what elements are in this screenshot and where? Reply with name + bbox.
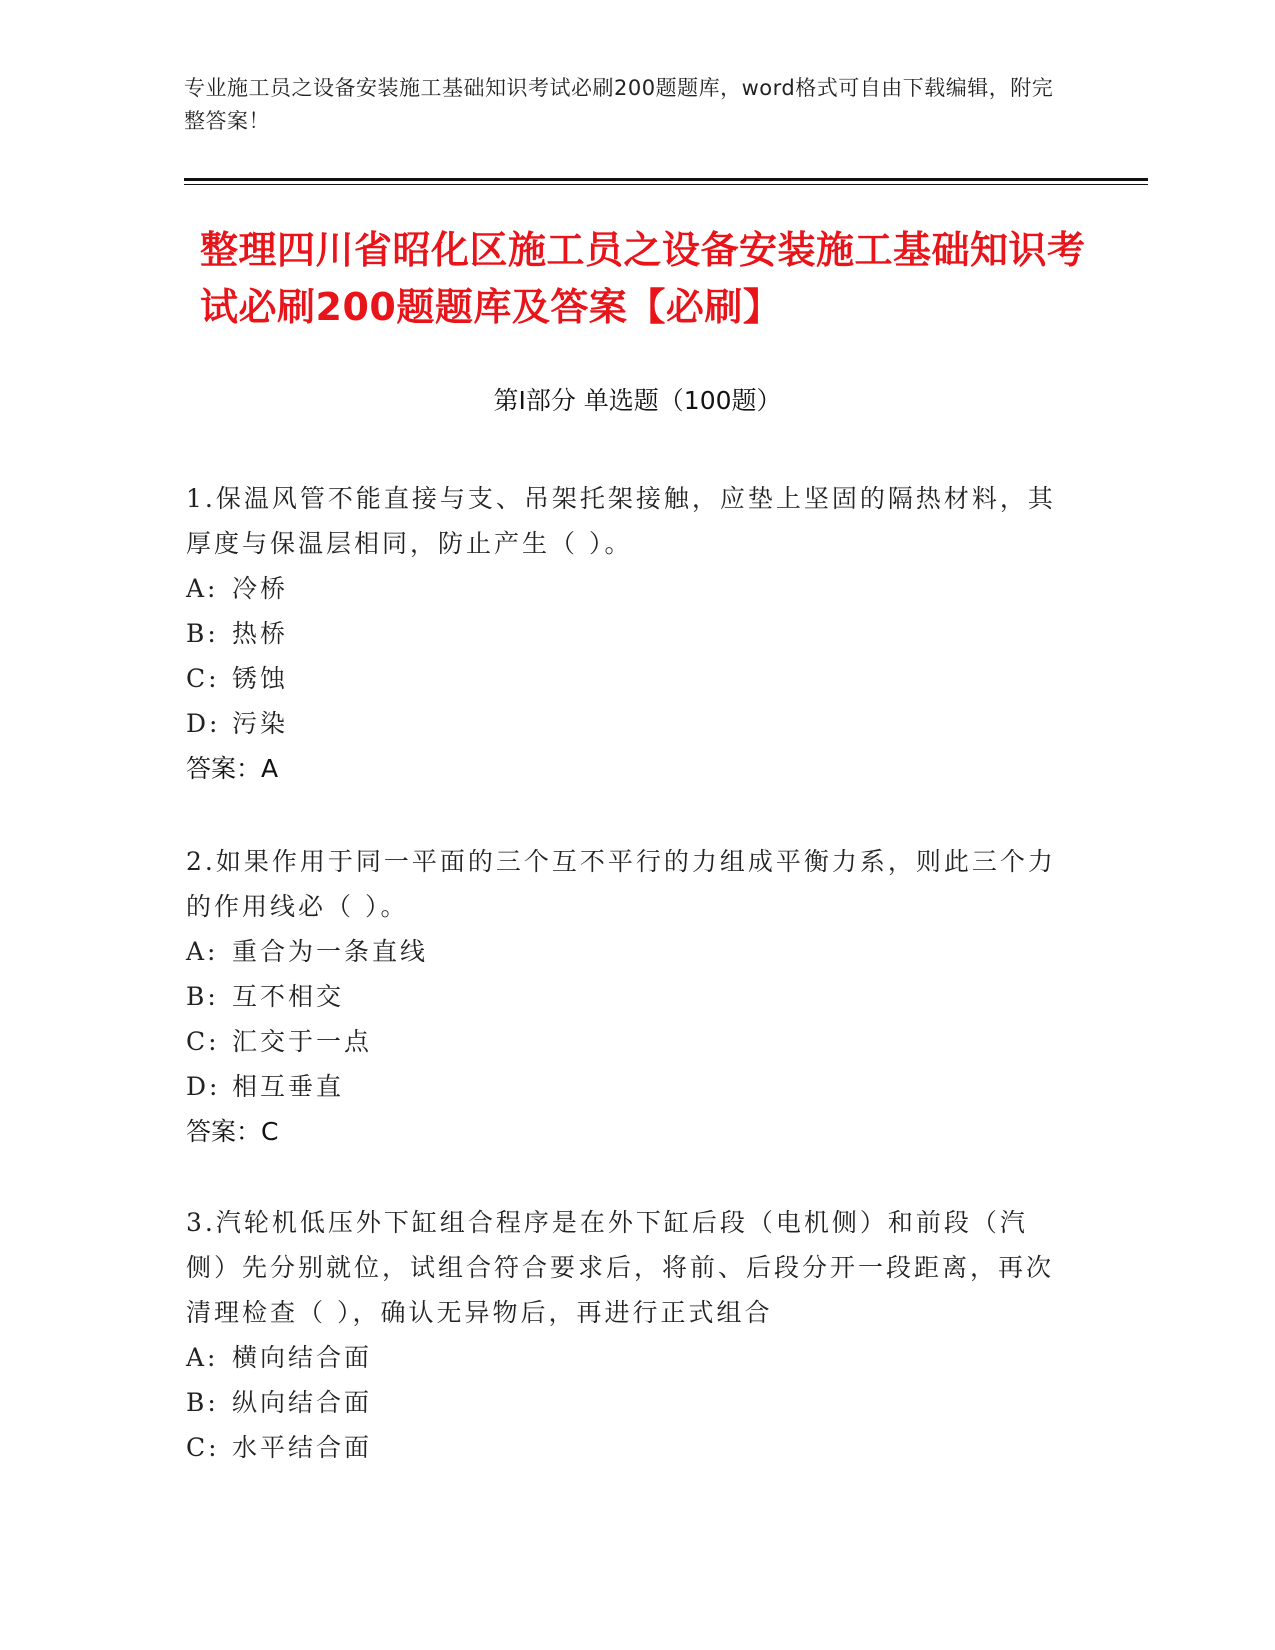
option-text: 重合为一条直线 (232, 937, 429, 966)
header-note: 专业施工员之设备安装施工基础知识考试必刷200题题库，word格式可自由下载编辑，附完整答案！ (184, 76, 1054, 133)
option-c (186, 1019, 1066, 1064)
option-key: B: (186, 982, 219, 1011)
option-text: 热桥 (232, 619, 289, 648)
option-key: C: (186, 1433, 220, 1462)
option-b (186, 974, 1066, 1019)
option-key: C: (186, 664, 220, 693)
option-c (186, 656, 1066, 701)
option-b (186, 1380, 1066, 1425)
option-key: C: (186, 1027, 220, 1056)
option-key: A: (186, 937, 219, 966)
option-a (186, 1335, 1066, 1380)
question-stem: 3.汽轮机低压外下缸组合程序是在外下缸后段（电机侧）和前段（汽侧）先分别就位，试组合符合要求后，将前、后段分开一段距离，再次清理检查（ ），确认无异物后，再进行正式组合 (186, 1208, 1055, 1327)
section-heading: 第Ⅰ部分 单选题（100题） (493, 386, 782, 415)
question-1 (186, 476, 1066, 791)
option-d (186, 1064, 1066, 1109)
option-a (186, 929, 1066, 974)
option-text: 纵向结合面 (232, 1388, 373, 1417)
option-d (186, 701, 1066, 746)
option-key: A: (186, 1343, 219, 1372)
header-rule-thick (184, 178, 1148, 181)
option-c (186, 1425, 1066, 1470)
option-b (186, 611, 1066, 656)
header-rule-thin (184, 184, 1148, 185)
answer-line: 答案：C (186, 1117, 279, 1146)
question-stem: 1.保温风管不能直接与支、吊架托架接触，应垫上坚固的隔热材料，其厚度与保温层相同，防止产生（ ）。 (186, 484, 1056, 558)
option-key: D: (186, 709, 221, 738)
option-key: B: (186, 1388, 219, 1417)
question-stem: 2.如果作用于同一平面的三个互不平行的力组成平衡力系，则此三个力的作用线必（ ）。 (186, 847, 1056, 921)
option-text: 冷桥 (232, 574, 289, 603)
answer-line: 答案：A (186, 754, 279, 783)
option-a (186, 566, 1066, 611)
option-text: 锈蚀 (232, 664, 289, 693)
option-text: 相互垂直 (232, 1072, 345, 1101)
option-text: 互不相交 (232, 982, 345, 1011)
option-text: 汇交于一点 (232, 1027, 373, 1056)
option-text: 水平结合面 (232, 1433, 373, 1462)
option-key: A: (186, 574, 219, 603)
document-title: 整理四川省昭化区施工员之设备安装施工基础知识考试必刷200题题库及答案【必刷】 (200, 228, 1086, 329)
option-key: D: (186, 1072, 221, 1101)
option-text: 横向结合面 (232, 1343, 373, 1372)
option-key: B: (186, 619, 219, 648)
question-2 (186, 839, 1066, 1154)
question-3 (186, 1200, 1066, 1470)
option-text: 污染 (232, 709, 289, 738)
